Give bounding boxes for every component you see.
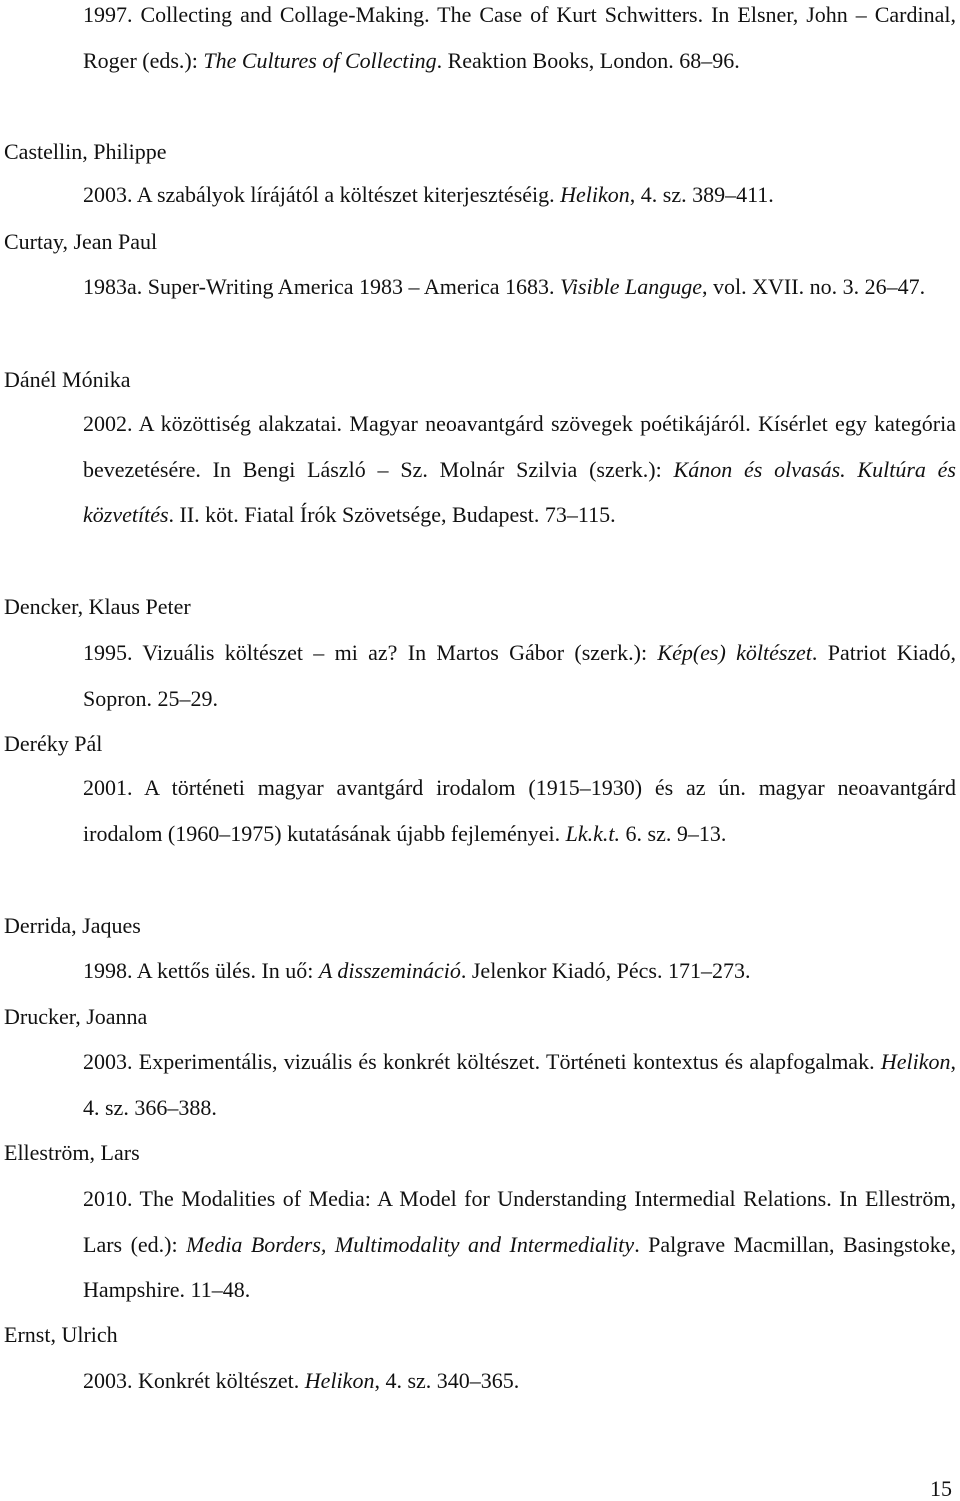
- reference-castellin: [83, 172, 956, 218]
- reference-danel: [83, 401, 956, 538]
- ref-text: 2003. Experimentális, vizuális és konkrét költészet. Történeti kontextus és alapfogalmak.: [83, 1049, 881, 1074]
- ref-text: 1995. Vizuális költészet – mi az? In Martos Gábor (szerk.):: [83, 640, 658, 665]
- ref-title: A disszemináció: [318, 958, 461, 983]
- ref-text: 2003. Konkrét költészet.: [83, 1368, 305, 1393]
- author-ernst: Ernst, Ulrich: [4, 1322, 118, 1347]
- reference-drucker: [83, 1039, 956, 1130]
- author-derrida: Derrida, Jaques: [4, 913, 141, 938]
- ref-title: Helikon: [880, 1049, 951, 1074]
- reference-schwitters: [83, 0, 956, 83]
- ref-text: , 4. sz. 389–411.: [629, 182, 774, 207]
- reference-curtay: [83, 264, 956, 310]
- ref-text: . Jelenkor Kiadó, Pécs. 171–273.: [460, 958, 751, 983]
- ref-text: 2010. The Modalities of Media: A Model for Understanding Intermedial Relations. In Elleström, Lars (ed.):: [83, 1186, 956, 1257]
- ref-text: . Palgrave Macmillan, Basingstoke, Hampshire. 11–48.: [83, 1231, 957, 1302]
- reference-dencker: [83, 630, 956, 721]
- author-ellestrom: Elleström, Lars: [4, 1140, 140, 1165]
- author-castellin: Castellin, Philippe: [4, 139, 167, 164]
- reference-ernst: [83, 1358, 956, 1404]
- reference-dereky: [83, 765, 956, 856]
- ref-title: Lk.k.t.: [565, 820, 621, 846]
- author-curtay: Curtay, Jean Paul: [4, 229, 158, 254]
- ref-title: Helikon: [304, 1368, 375, 1393]
- ref-text: 2001. A történeti magyar avantgárd irodalom (1915–1930) és az ún. magyar neoavantgárd irodalom (1960–1975) kutatásának újabb fejleményei.: [83, 775, 956, 846]
- ref-title: The Cultures of Collecting: [203, 47, 437, 73]
- ref-text: . II. köt. Fiatal Írók Szövetsége, Budapest. 73–115.: [168, 502, 616, 527]
- ref-title: Kánon és olvasás. Kultúra és közvetítés: [83, 456, 956, 527]
- reference-ellestrom: [83, 1176, 956, 1313]
- ref-title: Visible Languge: [560, 274, 703, 299]
- ref-title: Helikon: [560, 182, 630, 207]
- author-dencker: Dencker, Klaus Peter: [4, 594, 191, 619]
- author-dereky: Deréky Pál: [4, 731, 103, 756]
- ref-title: Media Borders, Multimodality and Intermediality: [186, 1231, 635, 1257]
- ref-text: 2002. A közöttiség alakzatai. Magyar neoavantgárd szövegek poétikájáról. Kísérlet egy kategória bevezetésére. In Bengi László – Sz. Molnár Szilvia (szerk.):: [83, 411, 956, 482]
- ref-text: 2003. A szabályok lírájától a költészet kiterjesztéséig.: [83, 182, 561, 207]
- ref-title: Kép(es) költészet: [657, 640, 812, 665]
- ref-text: . Reaktion Books, London. 68–96.: [436, 47, 740, 73]
- ref-text: 1997. Collecting and Collage-Making. The Case of Kurt Schwitters. In Elsner, John – Cardinal, Roger (eds.):: [83, 2, 956, 73]
- author-danel: Dánél Mónika: [4, 367, 131, 392]
- page-number: 15: [930, 1476, 952, 1501]
- reference-derrida: [83, 948, 956, 994]
- ref-text: , 4. sz. 340–365.: [374, 1368, 520, 1393]
- ref-text: . Patriot Kiadó, Sopron. 25–29.: [83, 640, 956, 711]
- ref-text: , 4. sz. 366–388.: [83, 1049, 956, 1120]
- author-drucker: Drucker, Joanna: [4, 1004, 148, 1029]
- ref-text: , vol. XVII. no. 3. 26–47.: [702, 274, 926, 299]
- ref-text: 6. sz. 9–13.: [620, 820, 727, 846]
- ref-text: 1983a. Super-Writing America 1983 – America 1683.: [83, 274, 561, 299]
- ref-text: 1998. A kettős ülés. In uő:: [83, 958, 319, 983]
